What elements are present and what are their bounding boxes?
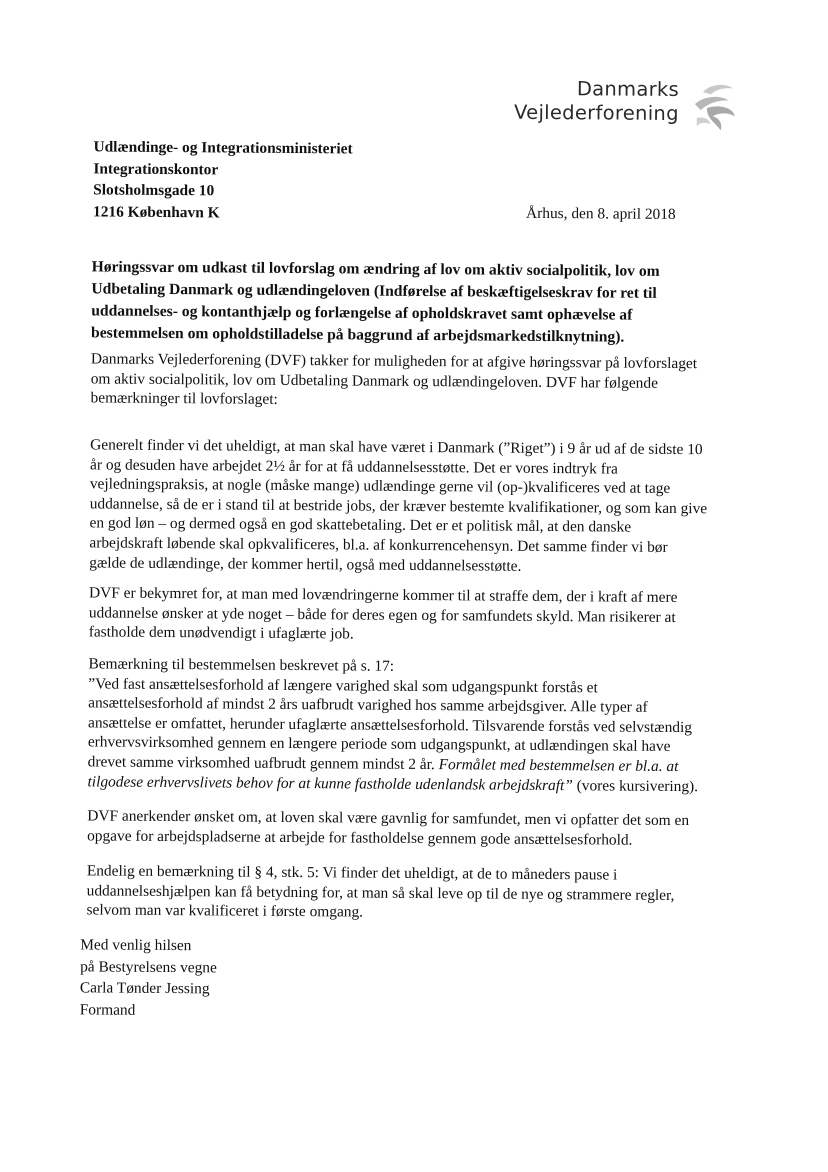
paragraph-remark-s17 (87, 654, 728, 796)
text-line: selvom man var kvalificeret i første omgang. (86, 901, 364, 921)
recipient-address (93, 136, 353, 224)
closing-behalf: på Bestyrelsens vegne (80, 957, 217, 976)
recipient-name: Udlændinge- og Integrationsministeriet (93, 138, 353, 158)
text-line: Danmarks Vejlederforening (DVF) takker for muligheden for at afgive høringssvar på lovforslaget (90, 350, 698, 373)
subject-line: Høringssvar om udkast til lovforslag om ændring af lov om aktiv socialpolitik, lov om (91, 258, 660, 280)
text-line: Endelig en bemærkning til § 4, stk. 5: Vi finder det uheldigt, at de to måneders pause i (86, 862, 618, 884)
organization-logo (509, 77, 741, 135)
text-line: erhvervsvirksomhed gennem en længere periode som udgangspunkt, at udlændingen skal have (87, 733, 671, 756)
text-line: arbejdskraft løbende skal opkvalificeres, bl.a. af konkurrencehensyn. Det samme finder vi bør (89, 534, 668, 556)
text-normal: (vores kursivering). (572, 776, 699, 795)
paragraph-concern (89, 583, 729, 647)
text-line: fastholde dem unødvendigt i ufaglærte job. (88, 623, 354, 643)
text-line: ansættelsesforhold af mindst 2 års uafbrudt varighed hos samme arbejdsgiver. Alle typer af (88, 694, 648, 716)
paragraph-acknowledgement (87, 806, 727, 850)
signature-block (80, 934, 217, 1021)
text-line: Generelt finder vi det uheldigt, at man skal have været i Danmark (”Riget”) i 9 år ud af de sidste 10 (90, 436, 703, 459)
text-line: Bemærkning til bestemmelsen beskrevet på s. 17: (88, 655, 395, 675)
text-normal: drevet samme virksomhed uafbrudt gennem mindst 2 år. (87, 753, 439, 774)
text-line: en god løn – og dermed også en god skattebetaling. Det er et politisk mål, at den danske (89, 514, 632, 537)
text-italic: tilgodese erhvervslivets behov for at kunne fastholde udenlandsk arbejdskraft” (87, 772, 573, 794)
text-line: om aktiv socialpolitik, lov om Udbetaling Danmark og udlændingeloven. DVF har følgende (90, 370, 659, 392)
text-line: uddannelse, så de er i stand til at bestride jobs, der kræver bestemte kvalifikationer, og som kan give (89, 495, 708, 518)
logo-line-1: Danmarks (576, 77, 680, 102)
paragraph-general (89, 435, 730, 577)
logo-emblem-icon (689, 78, 741, 136)
subject-line: bestemmelsen om opholdstilladelse på baggrund af arbejdsmarkedstilknytning). (91, 324, 625, 346)
text-line: år og desuden have arbejdet 2½ år for at få uddannelsesstøtte. Det er vores indtryk fra (89, 455, 618, 478)
paragraph-final-remark (86, 861, 726, 925)
text-line: vejledningspraksis, at nogle (måske mange) udlændinge gerne vil (op-)kvalificeres ved at tage (89, 475, 671, 498)
logo-line-2: Vejlederforening (513, 100, 679, 126)
text-line: DVF er bekymret for, at man med lovændringerne kommer til at straffe dem, der i kraft af mere (88, 584, 678, 607)
text-italic: Formålet med bestemmelsen er bl.a. at (438, 756, 679, 776)
subject-line: Udbetaling Danmark og udlændingeloven (Indførelse af beskæftigelseskrav for ret til (91, 280, 657, 302)
recipient-office: Integrationskontor (93, 160, 219, 178)
text-line: ”Ved fast ansættelsesforhold af længere varighed skal som udgangspunkt forstås et (88, 674, 598, 696)
signatory-name: Carla Tønder Jessing (79, 979, 210, 998)
text-line: opgave for arbejdspladserne at arbejde for fastholdelse gennem gode ansættelsesforhold. (87, 826, 633, 849)
logo-wordmark (514, 77, 679, 126)
recipient-city: 1216 København K (92, 203, 220, 222)
text-line: bemærkninger til lovforslaget: (90, 389, 278, 409)
text-line: uddannelseshjælpen kan få betydning for, at man så skal leve op til de nye og strammere regler, (86, 881, 675, 904)
text-line: DVF anerkender ønsket om, at loven skal være gavnlig for samfundet, men vi opfatter det som en (87, 807, 690, 830)
text-line: gælde de udlændinge, der kommer hertil, også med uddannelsesstøtte. (89, 553, 522, 575)
text-line: uddannelse ønsker at yde noget – både for deres egen og for samfundets skyld. Man risikerer at (88, 603, 676, 626)
closing-greeting: Med venlig hilsen (80, 936, 192, 955)
date-line: Århus, den 8. april 2018 (525, 204, 676, 223)
subject-line: uddannelses- og kontanthjælp og forlængelse af opholdskravet samt ophævelse af (91, 302, 633, 324)
recipient-street: Slotsholmsgade 10 (93, 181, 215, 200)
paragraph-intro (90, 349, 730, 413)
subject-heading (91, 256, 692, 349)
signatory-title: Formand (79, 1000, 136, 1019)
text-line: ansættelse er omfattet, herunder ufaglærte ansættelsesforhold. Tilsvarende forstås ved selvstændig (87, 714, 693, 736)
